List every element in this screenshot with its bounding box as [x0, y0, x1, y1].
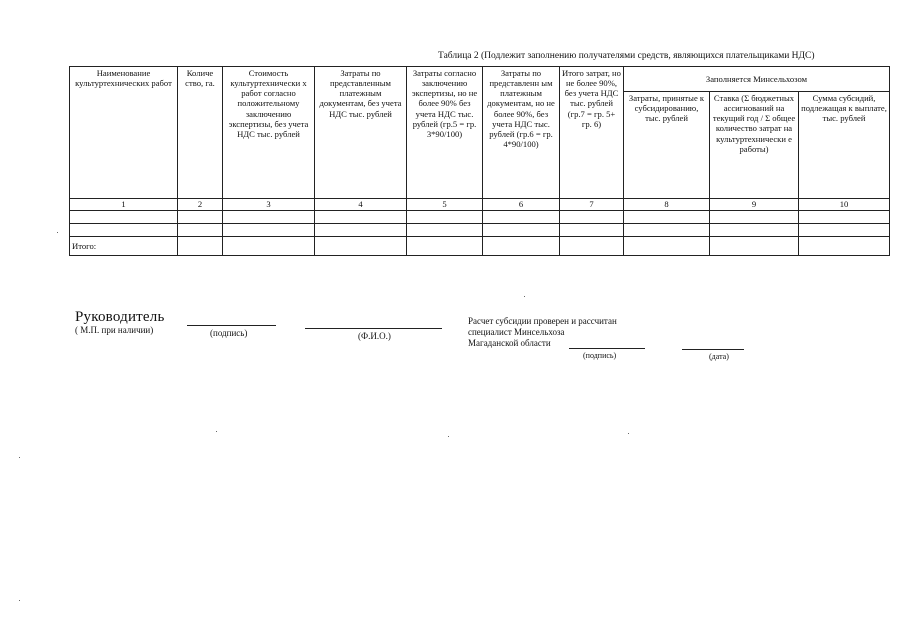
- signature-line: [187, 325, 276, 326]
- col-number-4: 4: [315, 199, 407, 211]
- check-line-2: специалист Минсельхоза: [468, 327, 565, 337]
- col-number-3: 3: [223, 199, 315, 211]
- head-title: Руководитель: [75, 309, 165, 325]
- check-line-1: Расчет субсидии проверен и рассчитан: [468, 316, 617, 326]
- col-number-9: 9: [710, 199, 799, 211]
- signature-label: (подпись): [210, 328, 248, 338]
- total-row: [70, 237, 890, 256]
- scan-speck: [57, 232, 58, 233]
- scan-speck: [216, 431, 217, 432]
- scan-speck: [628, 433, 629, 434]
- total-label: Итого:: [70, 237, 178, 256]
- col-header-10: Сумма субсидий, подлежащая к выплате, тыс. рублей: [799, 92, 890, 199]
- check-line-3: Магаданской области: [468, 338, 551, 348]
- col-header-3: Стоимость культуртехнически х работ согласно положительному заключению экспертизы, без учета НДС тыс. рублей: [223, 67, 315, 199]
- subsidy-table: [69, 66, 890, 256]
- header-row: [70, 67, 890, 92]
- name-label: (Ф.И.О.): [358, 331, 391, 341]
- check-date-label: (дата): [709, 352, 729, 361]
- col-header-9: Ставка (Σ бюджетных ассигнований на текущий год / Σ общее количество затрат на культуртехнически е работы): [710, 92, 799, 199]
- col-number-7: 7: [560, 199, 624, 211]
- group-header: Заполняется Минсельхозом: [624, 67, 890, 92]
- col-number-2: 2: [178, 199, 223, 211]
- column-number-row: [70, 199, 890, 211]
- col-header-1: Наименование культуртехнических работ: [70, 67, 178, 199]
- check-date-line: [682, 349, 744, 350]
- scan-speck: [19, 457, 20, 458]
- col-number-6: 6: [483, 199, 560, 211]
- col-number-10: 10: [799, 199, 890, 211]
- col-header-4: Затраты по представленным платежным документам, без учета НДС тыс. рублей: [315, 67, 407, 199]
- name-line: [305, 328, 442, 329]
- col-header-8: Затраты, принятые к субсидированию, тыс. рублей: [624, 92, 710, 199]
- col-header-5: Затраты согласно заключению экспертизы, но не более 90% без учета НДС тыс. рублей (гр.5 = гр. 3*90/100): [407, 67, 483, 199]
- col-number-1: 1: [70, 199, 178, 211]
- col-number-5: 5: [407, 199, 483, 211]
- scan-speck: [448, 436, 449, 437]
- col-header-7: Итого затрат, но не более 90%, без учета НДС тыс. рублей (гр.7 = гр. 5+ гр. 6): [560, 67, 624, 199]
- scan-speck: [524, 296, 525, 297]
- table-caption: Таблица 2 (Подлежит заполнению получателями средств, являющихся плательщиками НДС): [438, 51, 815, 61]
- check-signature-label: (подпись): [583, 351, 617, 360]
- check-signature-line: [569, 348, 645, 349]
- scan-speck: [19, 600, 20, 601]
- col-header-6: Затраты по представленн ым платежным документам, но не более 90%, без учета НДС тыс. рублей (гр.6 = гр. 4*90/100): [483, 67, 560, 199]
- stamp-note: ( М.П. при наличии): [75, 325, 154, 335]
- table-row: [70, 224, 890, 237]
- col-header-2: Количе ство, га.: [178, 67, 223, 199]
- table-row: [70, 211, 890, 224]
- col-number-8: 8: [624, 199, 710, 211]
